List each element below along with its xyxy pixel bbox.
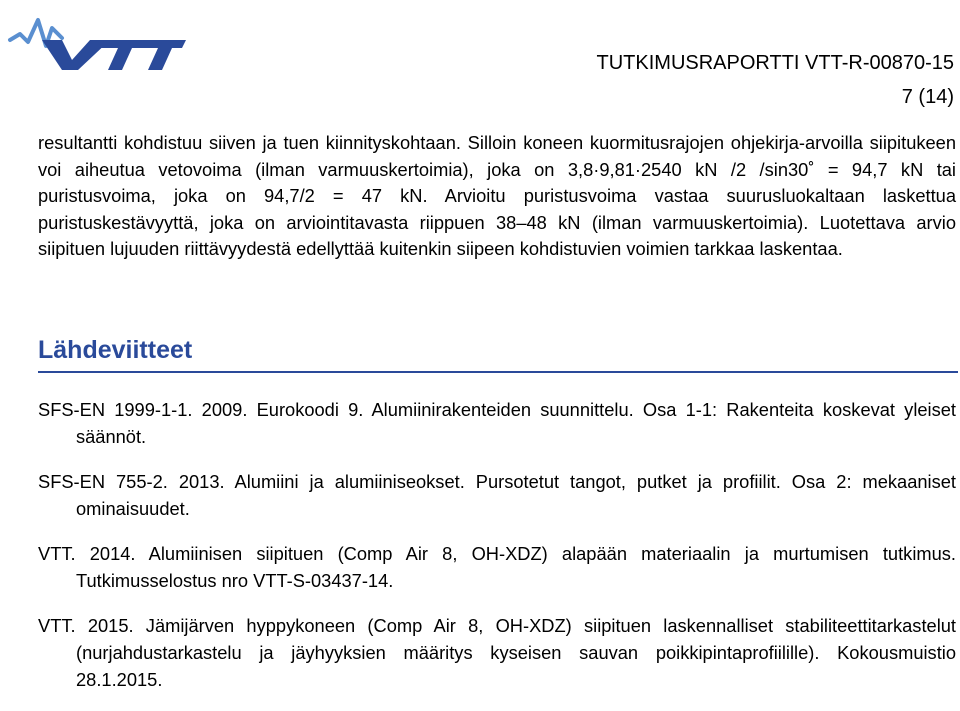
vtt-logo-icon xyxy=(6,6,186,70)
report-id: TUTKIMUSRAPORTTI VTT-R-00870-15 xyxy=(596,52,954,74)
body-paragraph: resultantti kohdistuu siiven ja tuen kiinnityskohtaan. Silloin koneen kuormitusrajojen ohjekirja-arvoilla siipitukeen voi aiheutua vetovoima (ilman varmuuskertoimia), joka on 3,8·9,81·2540 kN /2 /sin30˚ = 94,7 kN tai puristusvoima, joka on 94,7/2 = 47 kN. Arvioitu puristusvoima vastaa suurusluokaltaan laskettua puristuskestävyyttä, joka on arviointitavasta riippuen 38–48 kN (ilman varmuuskertoimia). Luotettava arvio siipituen lujuuden riittävyydestä edellyttää kuitenkin siipeen kohdistuvien voimien tarkkaa laskentaa. xyxy=(38,132,956,259)
reference-item: SFS-EN 1999-1-1. 2009. Eurokoodi 9. Alumiinirakenteiden suunnittelu. Osa 1-1: Rakenteita koskevat yleiset säännöt. xyxy=(38,399,956,447)
page-number: 7 (14) xyxy=(901,86,954,108)
reference-item: VTT. 2014. Alumiinisen siipituen (Comp Air 8, OH-XDZ) alapään materiaalin ja murtumisen tutkimus. Tutkimusselostus nro VTT-S-03437-14. xyxy=(38,543,956,591)
reference-item: SFS-EN 755-2. 2013. Alumiini ja alumiiniseokset. Pursotetut tangot, putket ja profiilit. Osa 2: mekaaniset ominaisuudet. xyxy=(38,471,956,519)
references-list xyxy=(38,396,956,711)
body-text xyxy=(38,130,956,263)
reference-item: VTT. 2015. Jämijärven hyppykoneen (Comp Air 8, OH-XDZ) siipituen laskennalliset stabiliteettitarkastelut (nurjahdustarkastelu ja jäyhyyksien määritys kyseisen sauvan poikkipintaprofiilille). Kokousmuistio 28.1.2015. xyxy=(38,615,956,690)
references-heading: Lähdeviitteet xyxy=(38,336,958,373)
